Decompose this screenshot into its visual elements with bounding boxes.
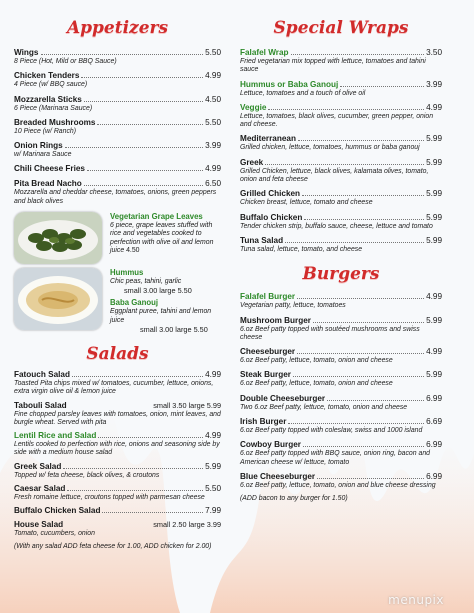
salad-item-small-label: small xyxy=(153,520,171,530)
wrap-item-description: Tuna salad, lettuce, tomato, and cheese xyxy=(240,245,363,253)
salads-note: (With any salad ADD feta cheese for 1.00, ADD chicken for 2.00) xyxy=(14,542,212,550)
wrap-item-price: 5.99 xyxy=(426,235,442,245)
wrap-item-name: Mediterranean xyxy=(240,134,296,144)
burger-item-price: 5.99 xyxy=(426,315,442,325)
appetizer-item-header xyxy=(14,179,221,189)
dotted-leader xyxy=(98,437,203,438)
appetizer-item-name: Pita Bread Nacho xyxy=(14,179,82,189)
dotted-leader xyxy=(297,298,424,299)
burger-item-price: 6.99 xyxy=(426,471,442,481)
hummus-small-label: small xyxy=(124,286,142,296)
burger-item-header xyxy=(240,394,442,404)
appetizer-item-price: 5.50 xyxy=(205,48,221,57)
wrap-item-header xyxy=(240,213,442,223)
burger-item xyxy=(240,417,442,435)
baba-small-price: 3.00 xyxy=(159,324,174,334)
dotted-leader xyxy=(72,376,203,377)
salad-item xyxy=(14,370,221,397)
special-wraps-heading: Special Wraps xyxy=(273,18,409,38)
appetizer-item xyxy=(14,141,221,159)
burger-item-name: Cheeseburger xyxy=(240,347,296,357)
dotted-leader xyxy=(285,242,424,243)
salad-item-header xyxy=(14,462,221,472)
salad-item-large-label: large xyxy=(188,400,205,410)
appetizer-item-header xyxy=(14,95,221,105)
wrap-item-name: Veggie xyxy=(240,102,267,112)
burger-item-header xyxy=(240,370,442,380)
grape-leaves-photo xyxy=(14,212,102,264)
hummus-prices xyxy=(110,286,220,295)
salad-item-name: Caesar Salad xyxy=(14,484,66,494)
burger-item-name: Blue Cheeseburger xyxy=(240,471,316,481)
dotted-leader xyxy=(293,376,424,377)
salad-item-header xyxy=(14,506,221,516)
dotted-leader xyxy=(291,54,425,55)
wrap-item-description: Lettuce, tomatoes and a touch of olive oil xyxy=(240,89,366,97)
burgers-heading: Burgers xyxy=(302,264,380,285)
appetizer-item xyxy=(14,179,221,206)
salad-item-name: Greek Salad xyxy=(14,461,62,471)
grape-leaves-desc: 6 piece, grape leaves stuffed with rice and vegetables cooked to perfection with olive oil and lemon juice xyxy=(110,222,214,254)
dotted-leader xyxy=(84,101,203,102)
wrap-item-description: Grilled chicken, lettuce, tomatoes, hummus or baba ganouj xyxy=(240,144,420,152)
salads-heading: Salads xyxy=(86,343,149,364)
wrap-item-price: 3.50 xyxy=(426,48,442,57)
appetizer-item-price: 4.50 xyxy=(205,94,221,104)
appetizer-item-price: 3.99 xyxy=(205,141,221,151)
salad-item-header xyxy=(14,370,221,380)
baba-small-label: small xyxy=(140,324,158,334)
salad-item xyxy=(14,484,221,502)
wrap-item-header xyxy=(240,80,442,90)
salad-item-name: House Salad xyxy=(14,520,64,530)
wrap-item-header xyxy=(240,236,442,246)
appetizer-item-name: Wings xyxy=(14,48,39,57)
appetizer-item-header xyxy=(14,164,221,174)
appetizer-item-description: 6 Piece (Marinara Sauce) xyxy=(14,104,93,112)
burger-item-description: 6.oz Beef patty, lettuce, tomato, onion and cheese xyxy=(240,357,393,365)
burger-item-description: 6.oz Beef patty, lettuce, tomato, onion and cheese xyxy=(240,380,393,388)
dotted-leader xyxy=(65,147,203,148)
wrap-item xyxy=(240,103,442,130)
dotted-leader xyxy=(297,353,424,354)
dotted-leader xyxy=(84,185,203,186)
salad-item-small-label: small xyxy=(153,400,171,410)
wrap-item-header xyxy=(240,189,442,199)
salad-item-large-price: 3.99 xyxy=(206,520,221,530)
wrap-item-header xyxy=(240,158,442,168)
burger-item-price: 6.99 xyxy=(426,393,442,403)
dotted-leader xyxy=(304,219,424,220)
wrap-item-name: Hummus or Baba Ganouj xyxy=(240,79,339,89)
salad-item-header xyxy=(14,401,221,411)
burger-item-header xyxy=(240,292,442,302)
burger-item-price: 6.69 xyxy=(426,417,442,427)
wrap-item-name: Tuna Salad xyxy=(240,235,284,245)
appetizer-item xyxy=(14,71,221,89)
wrap-item-price: 4.99 xyxy=(426,102,442,112)
wrap-item-price: 5.99 xyxy=(426,212,442,222)
left-column xyxy=(14,0,221,551)
salad-item-price: 5.99 xyxy=(205,461,221,471)
salad-item xyxy=(14,462,221,480)
salad-item-small-price: 2.50 xyxy=(172,520,187,530)
wrap-item-price: 5.99 xyxy=(426,134,442,144)
burgers-list xyxy=(240,292,442,490)
dotted-leader xyxy=(302,195,424,196)
appetizer-item-header xyxy=(14,48,221,58)
wrap-item-description: Tender chicken strip, buffalo sauce, cheese, lettuce and tomato xyxy=(240,222,433,230)
appetizer-item-description: w/ Marinara Sauce xyxy=(14,151,72,159)
dotted-leader xyxy=(63,468,203,469)
salad-item-small-price: 3.50 xyxy=(172,400,187,410)
salad-item-description: Fine chopped parsley leaves with tomatoes, onion, mint leaves, and burgle wheat. Served with pita xyxy=(14,410,221,426)
hummus-large-price: 5.50 xyxy=(177,286,192,296)
wrap-item xyxy=(240,189,442,207)
burger-item xyxy=(240,472,442,490)
wrap-item-header xyxy=(240,48,442,58)
hummus-desc: Chic peas, tahini, garlic xyxy=(110,278,182,286)
wrap-item-header xyxy=(240,134,442,144)
salad-item-price: 4.99 xyxy=(205,431,221,441)
appetizer-item-name: Chicken Tenders xyxy=(14,71,80,81)
dotted-leader xyxy=(102,512,203,513)
salad-item-description: Toasted Pita chips mixed w/ tomatoes, cucumber, lettuce, onions, extra virgin olive oil & lemon juice xyxy=(14,379,214,396)
salads-list xyxy=(14,370,221,539)
dotted-leader xyxy=(67,490,203,491)
appetizer-item-price: 4.99 xyxy=(205,71,221,81)
salad-item xyxy=(14,520,221,538)
appetizer-item-price: 4.99 xyxy=(205,164,221,174)
hummus-photo xyxy=(14,268,102,330)
burger-item-price: 6.99 xyxy=(426,440,442,450)
burger-item-name: Double Cheeseburger xyxy=(240,393,326,403)
appetizer-item xyxy=(14,164,221,174)
appetizer-item xyxy=(14,48,221,66)
burger-item-header xyxy=(240,472,442,482)
salad-item-name: Buffalo Chicken Salad xyxy=(14,506,101,516)
baba-large-label: large xyxy=(175,324,192,334)
appetizers-list xyxy=(14,48,221,206)
dotted-leader xyxy=(41,54,204,55)
right-column xyxy=(240,0,442,504)
burger-item-name: Steak Burger xyxy=(240,370,291,380)
dotted-leader xyxy=(298,140,424,141)
appetizer-item-header xyxy=(14,71,221,81)
salad-item-description: Fresh romaine lettuce, croutons topped with parmesan cheese xyxy=(14,494,205,502)
appetizer-item-price: 6.50 xyxy=(205,179,221,189)
hummus-title: Hummus xyxy=(110,268,144,278)
appetizer-item-name: Mozzarella Sticks xyxy=(14,94,82,104)
wrap-item-price: 3.99 xyxy=(426,79,442,89)
wrap-item-header xyxy=(240,103,442,113)
baba-ganouj-desc: Eggplant puree, tahini and lemon juice xyxy=(110,308,212,324)
appetizer-item-description: Mozzarella and cheddar cheese, tomatoes, onions, green peppers and black olives xyxy=(14,189,217,205)
burger-item-name: Cowboy Burger xyxy=(240,440,301,450)
salad-item-name: Lentil Rice and Salad xyxy=(14,431,97,441)
wrap-item-name: Falafel Wrap xyxy=(240,48,289,57)
salad-item-price: 4.99 xyxy=(205,369,221,379)
burgers-note: (ADD bacon to any burger for 1.50) xyxy=(240,495,348,503)
appetizer-item-price: 5.50 xyxy=(205,117,221,127)
burger-item-name: Mushroom Burger xyxy=(240,315,311,325)
salad-item-name: Tabouli Salad xyxy=(14,400,67,410)
appetizer-item-header xyxy=(14,141,221,151)
wrap-item-description: Grilled Chicken, lettuce, black olives, kalamata olives, tomato, onion and feta cheese xyxy=(240,167,429,184)
dotted-leader xyxy=(288,423,424,424)
baba-ganouj-prices xyxy=(110,325,220,334)
wrap-item xyxy=(240,48,442,75)
salad-item xyxy=(14,431,221,458)
burger-item-price: 4.99 xyxy=(426,292,442,302)
burger-item-price: 5.99 xyxy=(426,370,442,380)
salad-item-price: 7.99 xyxy=(205,506,221,516)
salad-item-price: 5.50 xyxy=(205,484,221,494)
burger-item xyxy=(240,316,442,343)
burger-item xyxy=(240,292,442,310)
appetizer-item xyxy=(14,95,221,113)
salad-item-size-prices xyxy=(153,401,221,411)
dotted-leader xyxy=(87,170,203,171)
wrap-item xyxy=(240,134,442,152)
salad-item-description: Tomato, cucumbers, onion xyxy=(14,530,95,538)
wrap-item-description: Chicken breast, lettuce, tomato and cheese xyxy=(240,199,373,207)
wrap-item-name: Grilled Chicken xyxy=(240,189,301,199)
salad-item-name: Fatouch Salad xyxy=(14,369,70,379)
appetizer-item xyxy=(14,118,221,136)
grape-leaves-block xyxy=(14,212,221,264)
salad-item-large-price: 5.99 xyxy=(206,400,221,410)
hummus-large-label: large xyxy=(159,286,176,296)
salad-item-header xyxy=(14,431,221,441)
salad-item xyxy=(14,401,221,428)
salad-item-header xyxy=(14,520,221,530)
dotted-leader xyxy=(317,478,424,479)
wrap-item-name: Buffalo Chicken xyxy=(240,212,303,222)
appetizer-item-description: 8 Piece (Hot, Mild or BBQ Sauce) xyxy=(14,58,117,65)
salad-item-description: Topped w/ feta cheese, black olives, & croutons xyxy=(14,471,160,479)
wrap-item xyxy=(240,236,442,254)
grape-leaves-price: 4.50 xyxy=(126,246,140,254)
burger-item-description: Vegetarian patty, lettuce, tomatoes xyxy=(240,302,346,310)
burger-item-name: Irish Burger xyxy=(240,417,287,427)
hummus-small-price: 3.00 xyxy=(143,286,158,296)
wrap-item-price: 5.99 xyxy=(426,189,442,199)
dotted-leader xyxy=(340,86,424,87)
wrap-item xyxy=(240,80,442,98)
burger-item-price: 4.99 xyxy=(426,347,442,357)
grape-leaves-title: Vegetarian Grape Leaves xyxy=(110,212,203,222)
burger-item-header xyxy=(240,440,442,450)
appetizers-heading: Appetizers xyxy=(66,18,169,38)
hummus-baba-block xyxy=(14,268,221,334)
burger-item-description: 6.oz Beef patty topped with BBQ sauce, onion ring, bacon and American cheese w/ lettuce, tomato xyxy=(240,450,431,466)
wrap-item xyxy=(240,158,442,185)
dotted-leader xyxy=(268,109,424,110)
wrap-item-name: Greek xyxy=(240,157,264,167)
burger-item xyxy=(240,394,442,412)
dotted-leader xyxy=(265,164,424,165)
appetizer-item-header xyxy=(14,118,221,128)
salad-item-header xyxy=(14,484,221,494)
menupix-watermark: menupix xyxy=(388,593,444,607)
wrap-item xyxy=(240,213,442,231)
burger-item-description: 6.oz Beef patty, lettuce, tomato, onion and blue cheese dressing xyxy=(240,481,436,489)
salad-item-size-prices xyxy=(153,520,221,530)
dotted-leader xyxy=(97,124,203,125)
burger-item-description: 6.oz Beef patty topped with coleslaw, swiss and 1000 island xyxy=(240,427,423,435)
wrap-item-description: Lettuce, tomatoes, black olives, cucumber, green pepper, onion and cheese. xyxy=(240,112,434,129)
burger-item-description: Two 6.oz Beef patty, lettuce, tomato, onion and cheese xyxy=(240,403,408,411)
special-wraps-list xyxy=(240,48,442,254)
burger-item-header xyxy=(240,417,442,427)
dotted-leader xyxy=(81,77,203,78)
appetizer-item-name: Breaded Mushrooms xyxy=(14,117,96,127)
wrap-item-price: 5.99 xyxy=(426,157,442,167)
salad-item-description: Lentils cooked to perfection with rice, onions and seasoning side by side with a medium house salad xyxy=(14,441,220,457)
burger-item-description: 6.oz Beef patty topped with soutéed mushrooms and swiss cheese xyxy=(240,325,420,341)
appetizer-item-name: Chili Cheese Fries xyxy=(14,164,85,174)
dotted-leader xyxy=(303,446,424,447)
burger-item xyxy=(240,370,442,388)
appetizer-item-name: Onion Rings xyxy=(14,141,63,151)
wrap-item-description: Fried vegetarian mix topped with lettuce, tomatoes and tahini sauce xyxy=(240,58,426,74)
appetizer-item-description: 10 Piece (w/ Ranch) xyxy=(14,127,77,135)
dotted-leader xyxy=(313,322,424,323)
dotted-leader xyxy=(327,400,424,401)
baba-large-price: 5.50 xyxy=(193,324,208,334)
burger-item-name: Falafel Burger xyxy=(240,292,296,302)
burger-item xyxy=(240,440,442,467)
salad-item xyxy=(14,506,221,516)
burger-item-header xyxy=(240,316,442,326)
appetizer-item-description: 4 Piece (w/ BBQ sauce) xyxy=(14,81,88,89)
burger-item-header xyxy=(240,347,442,357)
salad-item-large-label: large xyxy=(188,520,205,530)
burger-item xyxy=(240,347,442,365)
baba-ganouj-title: Baba Ganouj xyxy=(110,298,159,308)
